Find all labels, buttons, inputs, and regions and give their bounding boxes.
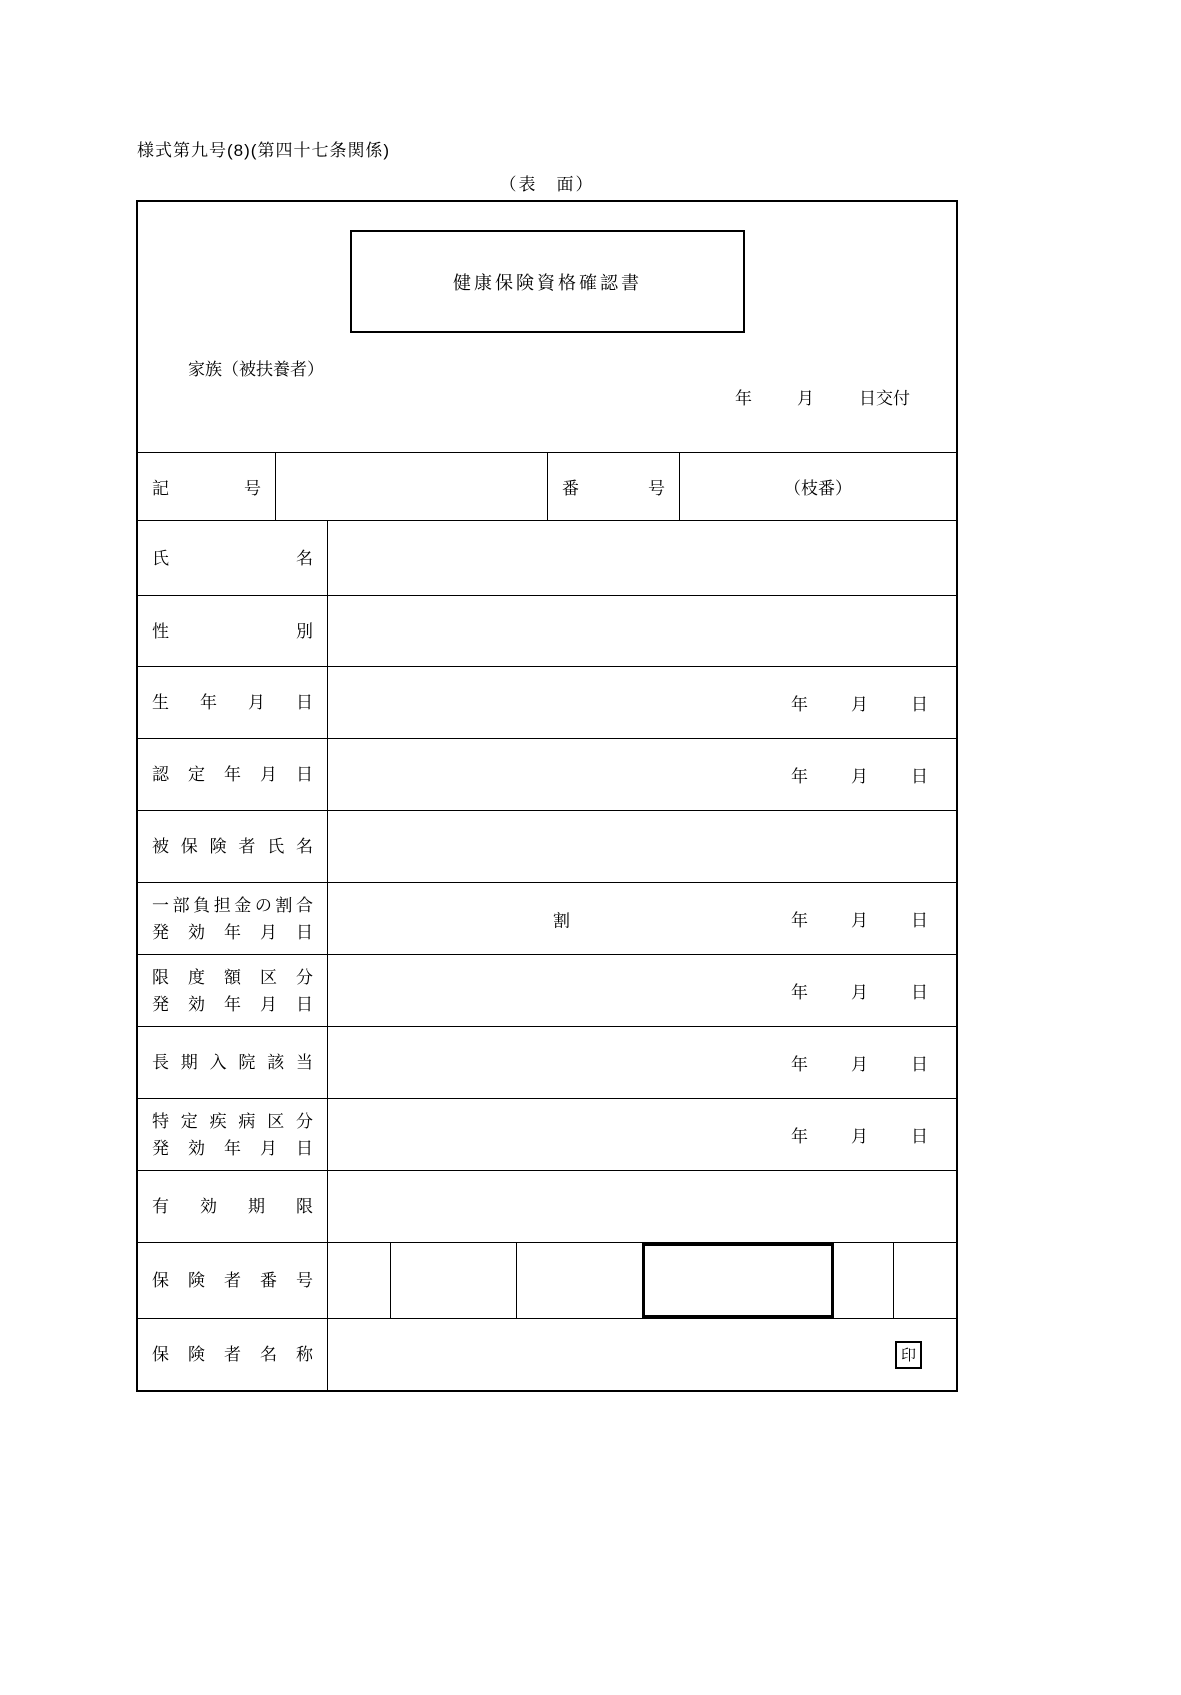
- insured-name-row: [138, 810, 956, 882]
- limit-category-row: [138, 954, 956, 1026]
- insurer-number-cell-5: [834, 1243, 894, 1318]
- expiry-label: 有 効 期 限: [152, 1197, 313, 1216]
- expiry-label-cell: [138, 1171, 328, 1242]
- day-label: 日: [911, 767, 928, 786]
- insurer-number-cell-6: [894, 1243, 956, 1318]
- copayment-value-cell: [328, 883, 956, 954]
- certification-date-ymd: [791, 762, 956, 787]
- code-number-row: [138, 452, 956, 520]
- insurer-number-cell-3: [517, 1243, 642, 1318]
- edaban-cell: [680, 453, 956, 520]
- expiry-value-cell: [328, 1171, 956, 1242]
- limit-category-label-line1: 限 度 額 区 分: [152, 967, 313, 987]
- day-label: 日: [911, 911, 928, 930]
- name-label-cell: [138, 521, 328, 595]
- insured-name-label-cell: [138, 811, 328, 882]
- specific-disease-label-line2: 発 効 年 月 日: [152, 1138, 313, 1158]
- copayment-row: [138, 882, 956, 954]
- long-term-label: 長 期 入 院 該 当: [152, 1053, 313, 1072]
- name-label: 氏 名: [152, 548, 313, 568]
- insurer-name-label-cell: [138, 1319, 328, 1390]
- year-label: 年: [791, 767, 808, 786]
- seal-label: 印: [900, 1347, 916, 1364]
- insurer-number-cell-1: [328, 1243, 391, 1318]
- year-label: 年: [791, 983, 808, 1002]
- form-sheet: [136, 200, 958, 1392]
- issue-month-label: 月: [797, 389, 814, 408]
- form-number: 様式第九号(8)(第四十七条関係): [137, 141, 391, 160]
- issue-year-label: 年: [735, 389, 752, 408]
- seal-box: [895, 1341, 922, 1369]
- sex-row: [138, 595, 956, 666]
- day-label: 日: [911, 1127, 928, 1146]
- insured-name-label: 被 保 険 者 氏 名: [152, 837, 313, 856]
- day-label: 日: [911, 1055, 928, 1074]
- insurer-number-row: [138, 1242, 956, 1318]
- month-label: 月: [851, 983, 868, 1002]
- insured-name-value-cell: [328, 811, 956, 882]
- family-type-label: 家族（被扶養者）: [188, 360, 324, 379]
- limit-category-label-cell: [138, 955, 328, 1026]
- limit-category-value-cell: [328, 955, 956, 1026]
- month-label: 月: [851, 911, 868, 930]
- long-term-ymd: [791, 1050, 956, 1075]
- specific-disease-row: [138, 1098, 956, 1170]
- year-label: 年: [791, 911, 808, 930]
- issue-date-line: [735, 384, 910, 409]
- day-label: 日: [911, 983, 928, 1002]
- expiry-row: [138, 1170, 956, 1242]
- insurer-name-row: [138, 1318, 956, 1390]
- specific-disease-label-cell: [138, 1099, 328, 1170]
- issue-day-label: 日交付: [859, 389, 910, 408]
- kigo-value-cell: [276, 453, 548, 520]
- name-value-cell: [328, 521, 956, 595]
- limit-category-ymd: [791, 978, 956, 1003]
- specific-disease-label-line1: 特 定 疾 病 区 分: [152, 1111, 313, 1131]
- long-term-row: [138, 1026, 956, 1098]
- birth-date-value-cell: [328, 667, 956, 738]
- insurer-number-label-cell: [138, 1243, 328, 1318]
- sex-value-cell: [328, 596, 956, 666]
- header-section: [138, 202, 956, 452]
- specific-disease-ymd: [791, 1122, 956, 1147]
- limit-category-label-line2: 発 効 年 月 日: [152, 994, 313, 1014]
- month-label: 月: [851, 767, 868, 786]
- long-term-label-cell: [138, 1027, 328, 1098]
- certification-date-label: 認 定 年 月 日: [152, 765, 313, 784]
- insurer-name-label: 保 険 者 名 称: [152, 1345, 313, 1364]
- year-label: 年: [791, 695, 808, 714]
- copayment-ymd: [791, 906, 956, 931]
- insurer-number-label: 保 険 者 番 号: [152, 1271, 313, 1290]
- kigo-label-cell: [138, 453, 276, 520]
- birth-date-ymd: [791, 690, 956, 715]
- insurer-number-value-cell: [328, 1243, 956, 1318]
- edaban-label: （枝番）: [784, 479, 852, 498]
- month-label: 月: [851, 695, 868, 714]
- copayment-label-line1: 一 部 負 担 金 の 割 合: [152, 895, 313, 915]
- sex-label-cell: [138, 596, 328, 666]
- birth-date-label-cell: [138, 667, 328, 738]
- insurer-number-emphasis-box: [642, 1243, 834, 1318]
- month-label: 月: [851, 1055, 868, 1074]
- name-row: [138, 520, 956, 595]
- specific-disease-value-cell: [328, 1099, 956, 1170]
- insurer-name-value-cell: [328, 1319, 956, 1390]
- insurer-number-cell-2: [391, 1243, 517, 1318]
- long-term-value-cell: [328, 1027, 956, 1098]
- certification-date-label-cell: [138, 739, 328, 810]
- bango-label: 番 号: [562, 479, 665, 498]
- copayment-label-cell: [138, 883, 328, 954]
- side-label: （表 面）: [499, 175, 595, 194]
- certification-date-value-cell: [328, 739, 956, 810]
- year-label: 年: [791, 1055, 808, 1074]
- birth-date-label: 生 年 月 日: [152, 693, 313, 712]
- certification-date-row: [138, 738, 956, 810]
- title-box: [350, 230, 745, 333]
- sex-label: 性 別: [152, 621, 313, 641]
- copayment-label-line2: 発 効 年 月 日: [152, 922, 313, 942]
- birth-date-row: [138, 666, 956, 738]
- bango-label-cell: [548, 453, 680, 520]
- kigo-label: 記 号: [152, 479, 261, 498]
- day-label: 日: [911, 695, 928, 714]
- form-title: 健康保険資格確認書: [453, 272, 642, 293]
- year-label: 年: [791, 1127, 808, 1146]
- copayment-unit-label: 割: [553, 911, 570, 930]
- month-label: 月: [851, 1127, 868, 1146]
